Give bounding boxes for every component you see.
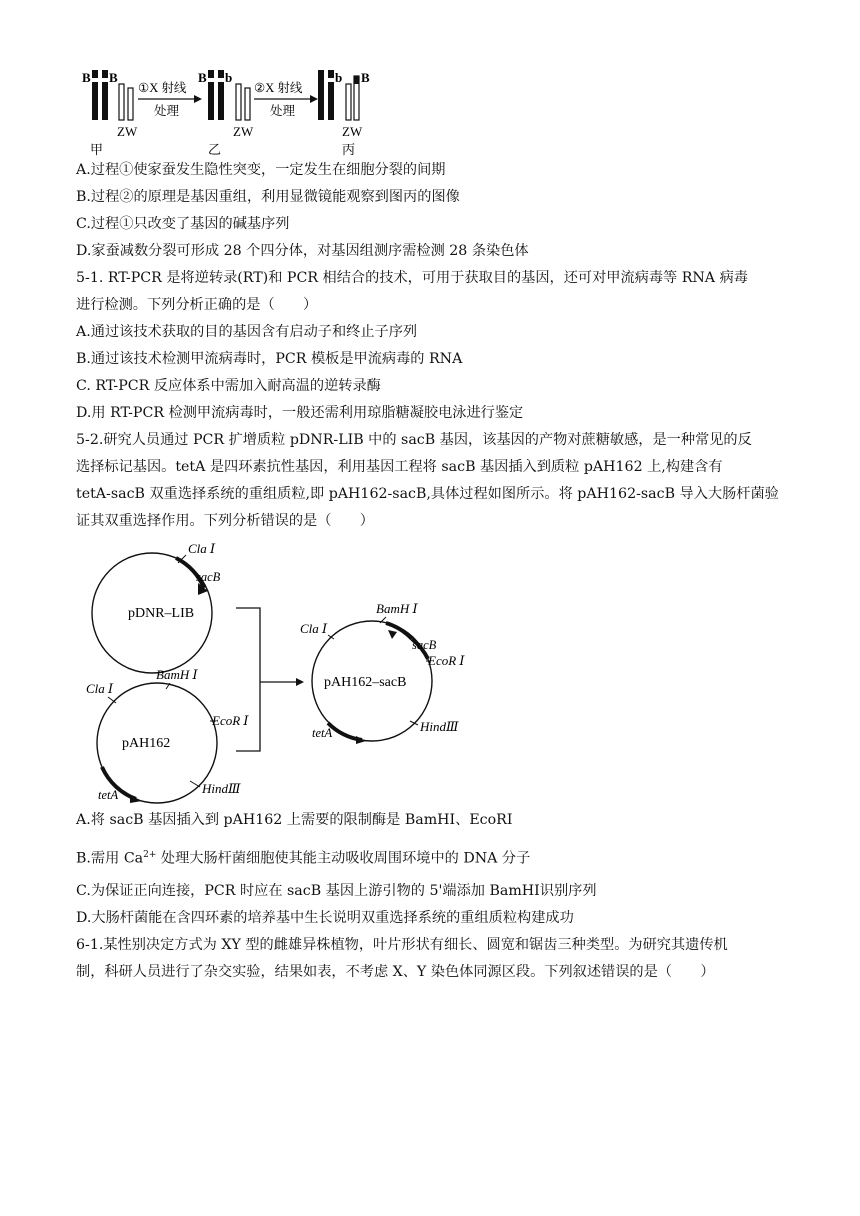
q52-option-b-post: 处理大肠杆菌细胞使其能主动吸收周围环境中的 DNA 分子 (156, 850, 531, 867)
q4-option-b: B.过程②的原理是基因重组，利用显微镜能观察到图丙的图像 (76, 189, 460, 205)
site-label-ecori: EcoR Ⅰ (428, 653, 465, 668)
q52-stem-line2: 选择标记基因。tetA 是四环素抗性基因，利用基因工程将 sacB 基因插入到质粒 pAH162 上,构建含有 (76, 459, 723, 475)
plasmid-pdnr-lib (92, 541, 221, 673)
q4-option-a: A.过程①使家蚕发生隐性突变，一定发生在细胞分裂的间期 (76, 162, 446, 178)
q52-option-a: A.将 sacB 基因插入到 pAH162 上需要的限制酶是 BamHⅠ、EcoRI (76, 812, 513, 828)
calcium-charge: 2+ (143, 850, 157, 860)
plasmid-name: pAH162–sacB (324, 675, 407, 690)
q4-option-c: C.过程①只改变了基因的碱基序列 (76, 216, 290, 232)
svg-text:b: b (335, 70, 343, 85)
site-label-clai: Cla Ⅰ (300, 621, 328, 636)
gene-label-sacb: sacB (412, 638, 437, 652)
svg-text:ZW: ZW (233, 124, 254, 139)
q52-option-c: C.为保证正向连接，PCR 时应在 sacB 基因上游引物的 5'端添加 BamHⅠ识别序列 (76, 883, 597, 899)
q4-option-d: D.家蚕减数分裂可形成 28 个四分体，对基因组测序需检测 28 条染色体 (76, 243, 529, 259)
q52-stem-line1: 5-2.研究人员通过 PCR 扩增质粒 pDNR-LIB 中的 sacB 基因，该基因的产物对蔗糖敏感，是一种常见的反 (76, 432, 752, 448)
site-label-clai: Cla Ⅰ (86, 681, 114, 696)
q61-stem-line2: 制，科研人员进行了杂交实验，结果如表，不考虑 X、Y 染色体同源区段。下列叙述错误的是（ ） (76, 964, 715, 980)
site-label-clai: Cla Ⅰ (188, 541, 216, 556)
arrow1-top: ①X 射线 (138, 81, 187, 95)
plasmid-pah162-sacb (300, 601, 465, 744)
plasmid-diagram (70, 535, 490, 805)
q52-stem-line4: 证其双重选择作用。下列分析错误的是（ ） (76, 513, 374, 529)
plasmid-name: pAH162 (122, 736, 171, 751)
site-label-bamhi: BamH Ⅰ (376, 601, 418, 616)
svg-text:B: B (361, 70, 370, 85)
svg-text:ZW: ZW (342, 124, 363, 139)
q51-stem-line2: 进行检测。下列分析正确的是（ ） (76, 297, 318, 313)
cell-label-bing: 丙 (342, 142, 356, 157)
chromosome-diagram (78, 62, 378, 160)
cell-label-jia: 甲 (90, 142, 104, 157)
allele-label: B (109, 70, 118, 85)
cell-label-yi: 乙 (208, 142, 222, 157)
q51-option-d: D.用 RT-PCR 检测甲流病毒时，一般还需利用琼脂糖凝胶电泳进行鉴定 (76, 405, 524, 421)
gene-label-teta: tetA (98, 788, 119, 802)
site-label-hindiii: HindⅢ (202, 781, 241, 796)
q52-option-b-pre: B.需用 Ca (76, 850, 144, 867)
allele-label: B (82, 70, 91, 85)
site-label-hindiii: HindⅢ (420, 719, 459, 734)
arrow2-bottom: 处理 (270, 104, 296, 118)
arrow2-top: ②X 射线 (254, 81, 303, 95)
cell-yi (198, 70, 254, 157)
q52-option-d: D.大肠杆菌能在含四环素的培养基中生长说明双重选择系统的重组质粒构建成功 (76, 910, 574, 926)
site-label-bamhi: BamH Ⅰ (156, 667, 198, 682)
cell-bing (318, 70, 370, 157)
gene-label-sacb: sacB (196, 570, 221, 584)
plasmid-pah162 (86, 667, 249, 803)
q61-stem-line1: 6-1.某性别决定方式为 XY 型的雌雄异株植物，叶片形状有细长、圆宽和锯齿三种类型。为研究其遗传机 (76, 937, 728, 953)
plasmid-name: pDNR–LIB (128, 606, 195, 621)
q51-option-a: A.通过该技术获取的目的基因含有启动子和终止子序列 (76, 324, 418, 340)
svg-text:b: b (225, 70, 233, 85)
q51-option-c: C. RT-PCR 反应体系中需加入耐高温的逆转录酶 (76, 378, 381, 394)
svg-text:B: B (198, 70, 207, 85)
cell-jia (82, 70, 138, 157)
q52-option-b (76, 845, 530, 869)
arrow-process-1 (138, 80, 202, 118)
zw-label: ZW (117, 124, 138, 139)
construction-arrow (236, 608, 304, 751)
site-label-ecori: EcoR Ⅰ (212, 713, 249, 728)
arrow1-bottom: 处理 (154, 104, 180, 118)
q52-stem-line3: tetA-sacB 双重选择系统的重组质粒,即 pAH162-sacB,具体过程如图所示。将 pAH162-sacB 导入大肠杆菌验 (76, 486, 779, 502)
arrow-process-2 (254, 80, 318, 118)
gene-label-teta: tetA (312, 726, 333, 740)
q51-option-b: B.通过该技术检测甲流病毒时，PCR 模板是甲流病毒的 RNA (76, 351, 463, 367)
q51-stem-line1: 5-1. RT-PCR 是将逆转录(RT)和 PCR 相结合的技术，可用于获取目的基因，还可对甲流病毒等 RNA 病毒 (76, 270, 748, 286)
